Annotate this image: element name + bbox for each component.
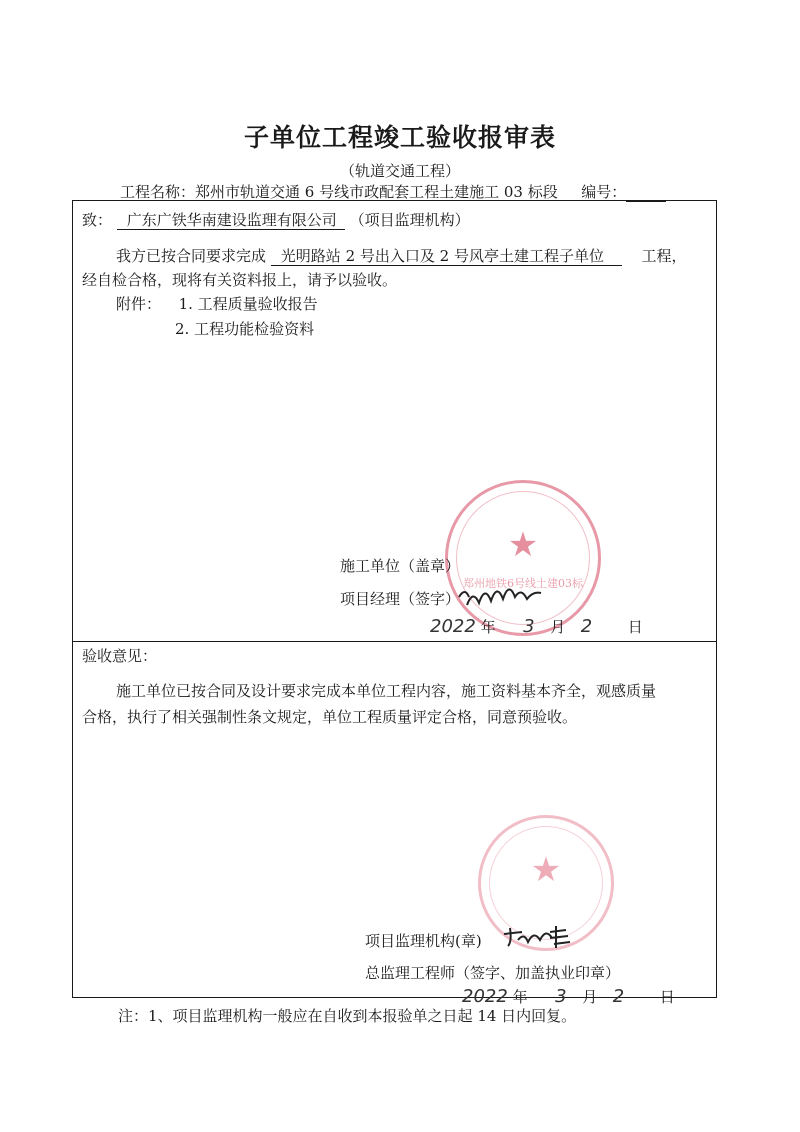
- number-label: 编号：: [581, 183, 627, 201]
- supervisor-signature: [500, 918, 580, 952]
- section-divider: [72, 641, 717, 642]
- year-unit: 年: [480, 618, 496, 636]
- footnote: 注：1、项目监理机构一般应在自收到本报验单之日起 14 日内回复。: [118, 1007, 577, 1025]
- opinion-line-2: 合格，执行了相关强制性条文规定，单位工程质量评定合格，同意预验收。: [82, 708, 578, 726]
- body-line-2: 经自检合格，现将有关资料报上，请予以验收。: [82, 271, 398, 289]
- body-prefix: 我方已按合同要求完成: [116, 247, 267, 265]
- attachments: [116, 293, 318, 314]
- supervisor-seal-star-icon: ★: [530, 850, 562, 890]
- manager-label: 项目经理（签字）: [340, 590, 461, 608]
- contractor-date: [430, 616, 643, 637]
- body-suffix: 工程，: [641, 247, 687, 265]
- supervisor-month-unit: 月: [582, 988, 598, 1006]
- contractor-date-year: 2022: [430, 616, 476, 637]
- body-line-1: [116, 245, 687, 266]
- attach-item-2: 2. 工程功能检验资料: [175, 320, 315, 338]
- chief-engineer-label: 总监理工程师（签字、加盖执业印章）: [365, 964, 621, 982]
- project-name: 郑州市轨道交通 6 号线市政配套工程土建施工 03 标段: [195, 183, 558, 201]
- supervisor-day-unit: 日: [659, 988, 675, 1006]
- opinion-label: 验收意见：: [82, 647, 158, 665]
- attach-label: 附件：: [116, 295, 162, 313]
- supervisor-date-month: 3: [555, 986, 567, 1007]
- supervisor-org: 广东广铁华南建设监理有限公司: [117, 211, 345, 230]
- month-unit: 月: [550, 618, 566, 636]
- form-subtitle: （轨道交通工程）: [339, 162, 460, 180]
- contractor-date-month: 3: [523, 616, 535, 637]
- project-line: [120, 181, 666, 202]
- contractor-seal-text: 郑州地铁6号线土建03标: [463, 577, 583, 590]
- contractor-unit-label: 施工单位（盖章）: [340, 557, 461, 575]
- opinion-line-1: 施工单位已按合同及设计要求完成本单位工程内容，施工资料基本齐全，观感质量: [116, 682, 657, 700]
- seal-star-icon: ★: [507, 525, 539, 565]
- supervisor-year-unit: 年: [512, 988, 528, 1006]
- supervisor-date-day: 2: [612, 986, 625, 1007]
- supervisor-date: [462, 986, 675, 1007]
- work-item: 光明路站 2 号出入口及 2 号风亭土建工程子单位: [271, 247, 622, 266]
- to-line: [82, 209, 470, 230]
- day-unit: 日: [627, 618, 643, 636]
- manager-signature: [455, 575, 545, 615]
- supervisor-org-suffix: （项目监理机构）: [349, 211, 470, 229]
- supervisor-org-label: 项目监理机构(章): [365, 932, 482, 950]
- form-title: 子单位工程竣工验收报审表: [243, 123, 556, 152]
- to-label: 致：: [82, 211, 113, 229]
- supervisor-date-year: 2022: [462, 986, 508, 1007]
- project-name-label: 工程名称：: [120, 183, 196, 201]
- contractor-date-day: 2: [580, 616, 593, 637]
- attach-item-1: 1. 工程质量验收报告: [178, 295, 318, 313]
